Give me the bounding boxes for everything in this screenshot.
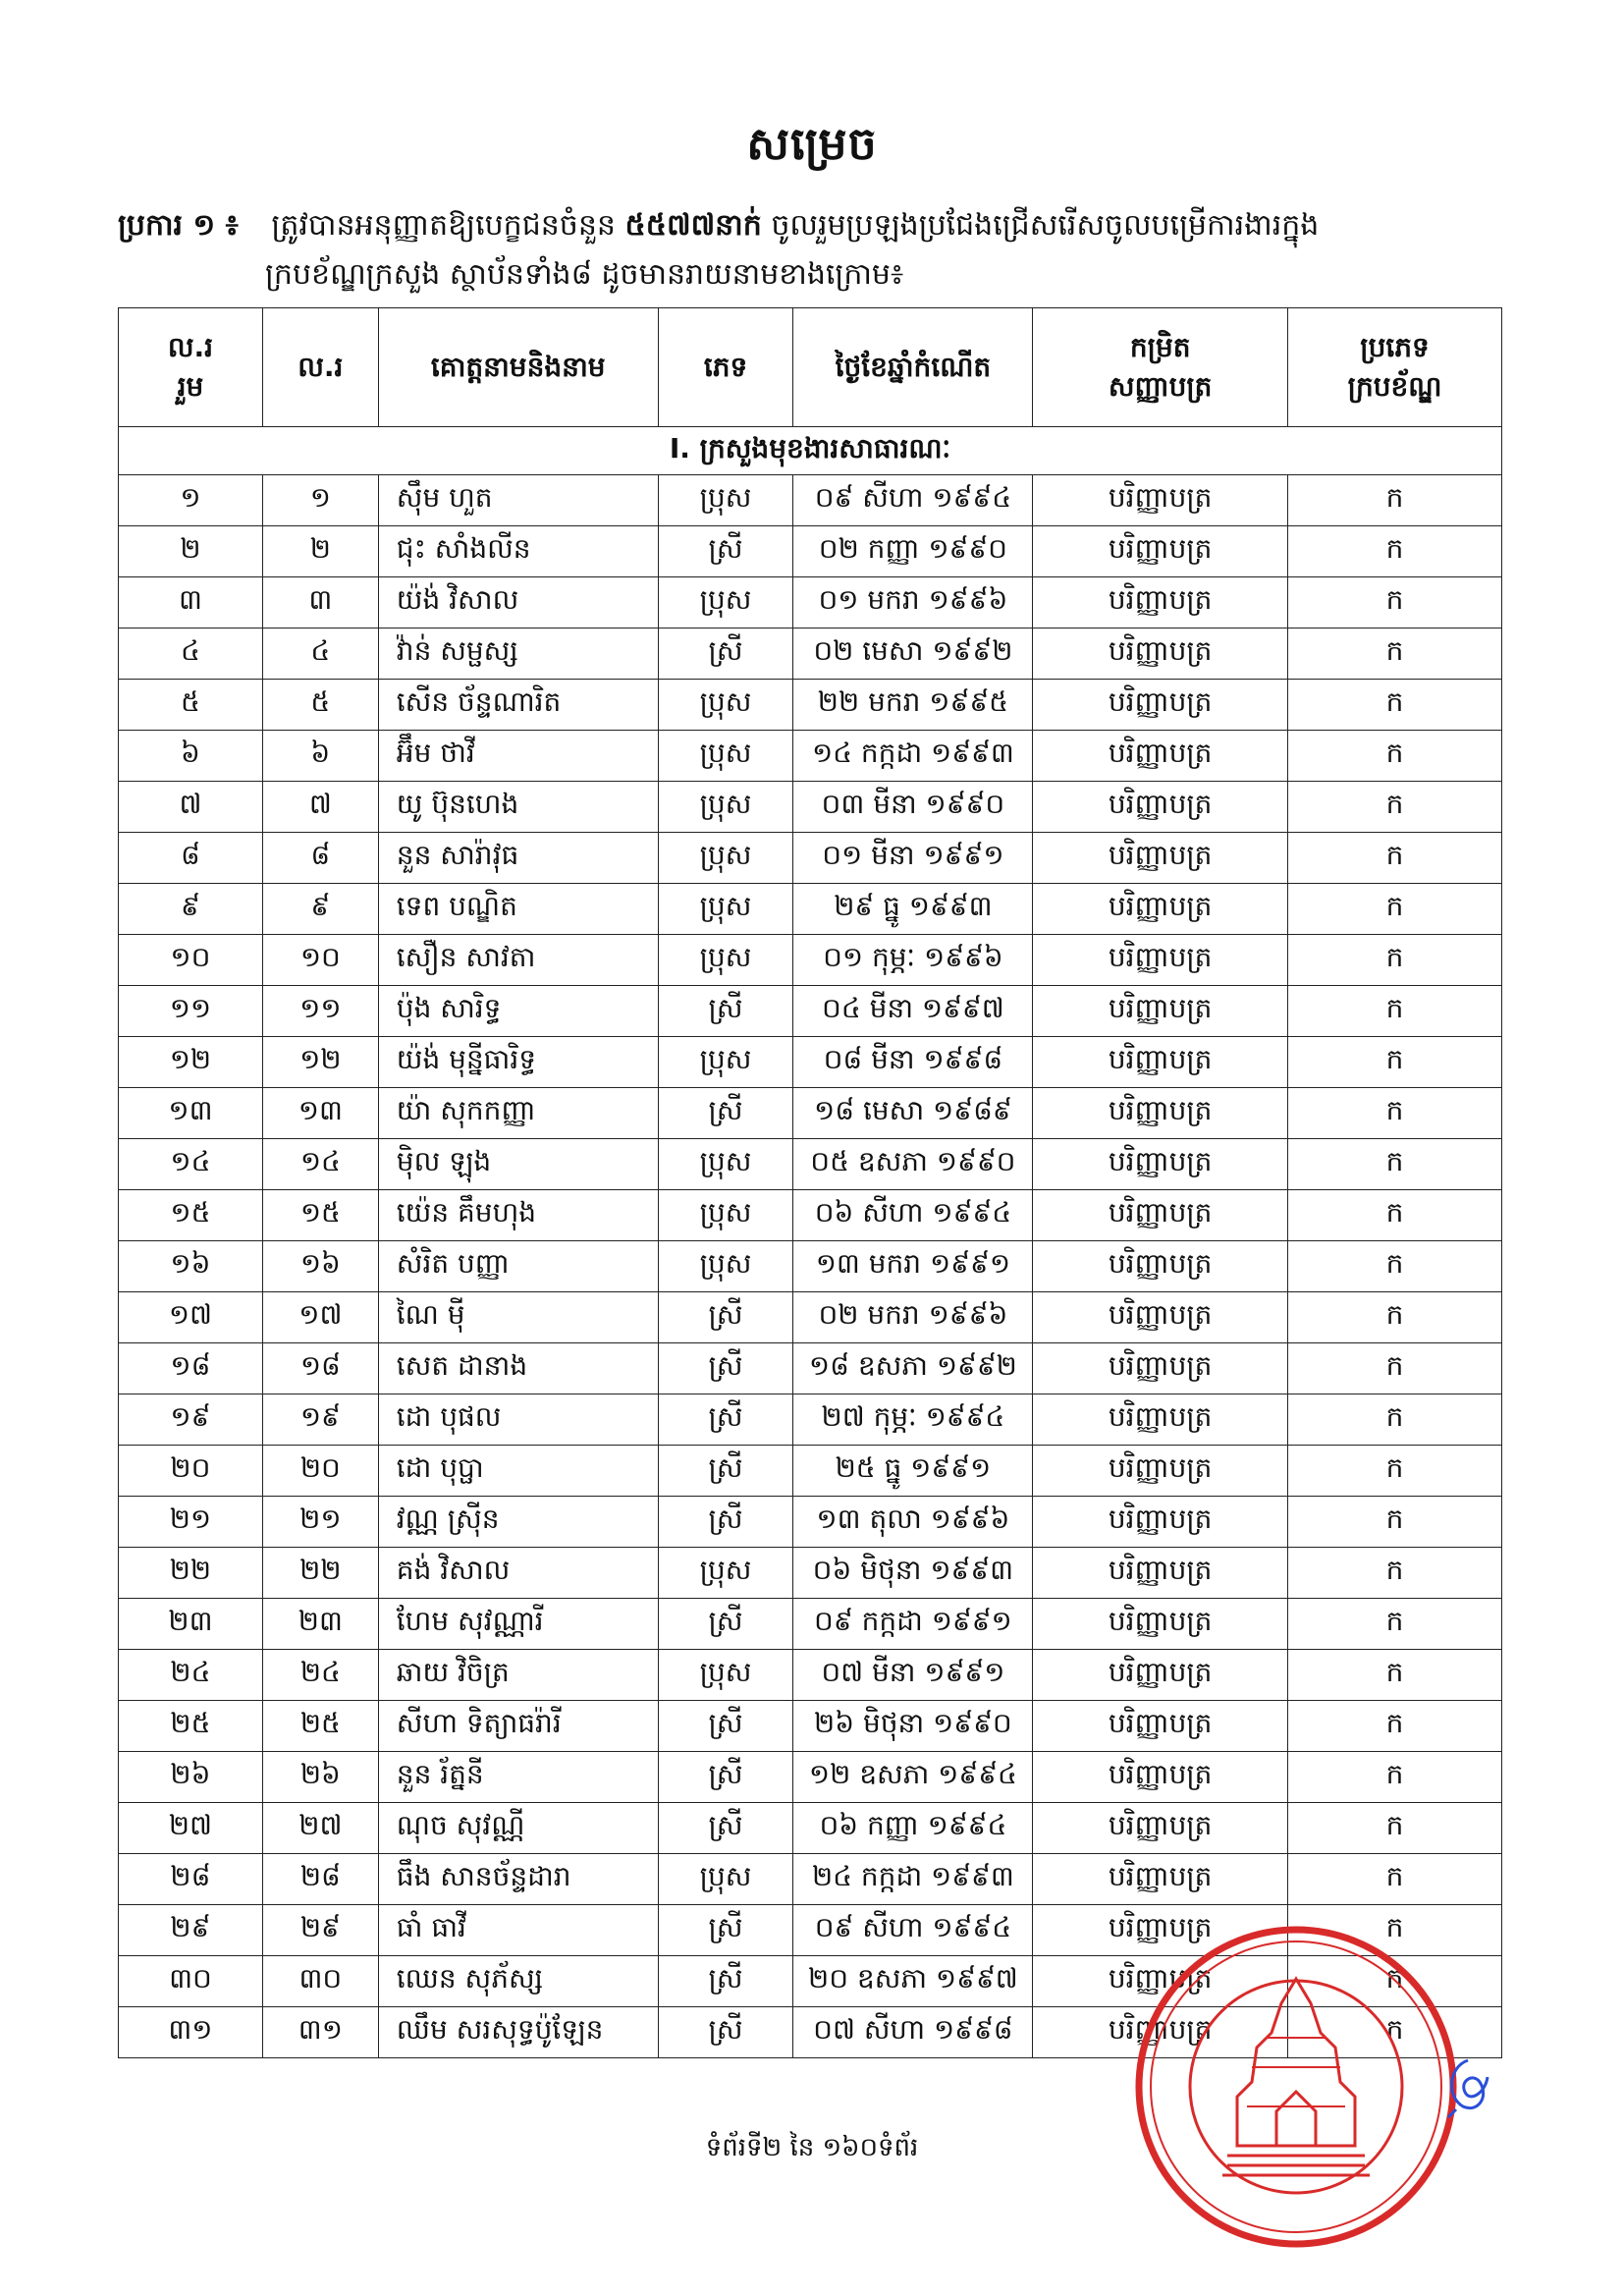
cell-category: ក <box>1288 1905 1502 1956</box>
table-row <box>119 1139 1502 1190</box>
table-row <box>119 577 1502 629</box>
article-line-2: ក្របខ័ណ្ឌក្រសួង ស្ថាប័នទាំង៨ ដូចមានរាយនាមខាងក្រោម៖ <box>265 257 904 292</box>
cell-no: ១៧ <box>262 1292 378 1343</box>
cell-sex: ប្រុស <box>658 884 793 935</box>
cell-full-name: សេត ដានាង <box>378 1343 658 1394</box>
cell-category: ក <box>1288 986 1502 1037</box>
cell-full-name: ឈឹម សរសុទ្ធប៉ូឡែន <box>378 2007 658 2058</box>
cell-total-no: ៦ <box>119 731 263 782</box>
cell-sex: ប្រុស <box>658 1190 793 1241</box>
cell-sex: ស្រី <box>658 526 793 577</box>
cell-sex: ស្រី <box>658 1343 793 1394</box>
cell-date-of-birth: ២២ មករា ១៩៩៥ <box>793 680 1033 731</box>
cell-date-of-birth: ០១ មករា ១៩៩៦ <box>793 577 1033 629</box>
cell-full-name: នួន រ័ត្ននី <box>378 1752 658 1803</box>
cell-total-no: ២៩ <box>119 1905 263 1956</box>
cell-no: ១៨ <box>262 1343 378 1394</box>
cell-total-no: ៨ <box>119 833 263 884</box>
official-seal <box>1129 1920 1463 2254</box>
cell-no: ១៣ <box>262 1088 378 1139</box>
cell-full-name: យ៉េន គឹមហុង <box>378 1190 658 1241</box>
cell-no: ២១ <box>262 1497 378 1548</box>
cell-sex: ប្រុស <box>658 577 793 629</box>
header-category: ប្រភេទ ក្របខ័ណ្ឌ <box>1288 308 1502 427</box>
table-row <box>119 629 1502 680</box>
cell-date-of-birth: ២៦ មិថុនា ១៩៩០ <box>793 1701 1033 1752</box>
cell-sex: ស្រី <box>658 1905 793 1956</box>
cell-category: ក <box>1288 1088 1502 1139</box>
table-row <box>119 1497 1502 1548</box>
cell-sex: ស្រី <box>658 1292 793 1343</box>
cell-total-no: ១២ <box>119 1037 263 1088</box>
cell-sex: ស្រី <box>658 1752 793 1803</box>
cell-category: ក <box>1288 1446 1502 1497</box>
cell-sex: ប្រុស <box>658 935 793 986</box>
cell-sex: ស្រី <box>658 1394 793 1446</box>
cell-no: ១០ <box>262 935 378 986</box>
cell-total-no: ២២ <box>119 1548 263 1599</box>
cell-full-name: យូ ប៊ុនហេង <box>378 782 658 833</box>
cell-total-no: ១៥ <box>119 1190 263 1241</box>
table-row <box>119 731 1502 782</box>
table-row <box>119 1446 1502 1497</box>
cell-no: ៦ <box>262 731 378 782</box>
cell-total-no: ៧ <box>119 782 263 833</box>
cell-category: ក <box>1288 1650 1502 1701</box>
cell-degree-level: បរិញ្ញាបត្រ <box>1033 1497 1288 1548</box>
cell-degree-level: បរិញ្ញាបត្រ <box>1033 1752 1288 1803</box>
cell-date-of-birth: ២៥ ធ្នូ ១៩៩១ <box>793 1446 1033 1497</box>
cell-total-no: ៥ <box>119 680 263 731</box>
cell-category: ក <box>1288 475 1502 526</box>
table-row <box>119 1701 1502 1752</box>
cell-degree-level: បរិញ្ញាបត្រ <box>1033 1956 1288 2007</box>
cell-category: ក <box>1288 629 1502 680</box>
cell-date-of-birth: ២៧ កុម្ភៈ ១៩៩៤ <box>793 1394 1033 1446</box>
table-row <box>119 1803 1502 1854</box>
table-row <box>119 1650 1502 1701</box>
cell-category: ក <box>1288 680 1502 731</box>
article-text-after: ចូលរួមប្រឡងប្រជែងជ្រើសរើសចូលបម្រើការងារក្នុង <box>771 208 1320 243</box>
cell-no: ២៣ <box>262 1599 378 1650</box>
cell-date-of-birth: ០២ មករា ១៩៩៦ <box>793 1292 1033 1343</box>
cell-date-of-birth: ០៣ មីនា ១៩៩០ <box>793 782 1033 833</box>
cell-sex: ស្រី <box>658 1803 793 1854</box>
table-body <box>119 427 1502 2058</box>
cell-total-no: ៣០ <box>119 1956 263 2007</box>
cell-sex: ប្រុស <box>658 731 793 782</box>
cell-category: ក <box>1288 1190 1502 1241</box>
cell-category: ក <box>1288 1394 1502 1446</box>
cell-no: ១៩ <box>262 1394 378 1446</box>
table-row <box>119 986 1502 1037</box>
cell-degree-level: បរិញ្ញាបត្រ <box>1033 884 1288 935</box>
cell-sex: ស្រី <box>658 2007 793 2058</box>
cell-no: ១១ <box>262 986 378 1037</box>
cell-category: ក <box>1288 2007 1502 2058</box>
cell-full-name: ធឹង សានច័ន្ទដារា <box>378 1854 658 1905</box>
cell-date-of-birth: ០៩ កក្កដា ១៩៩១ <box>793 1599 1033 1650</box>
cell-degree-level: បរិញ្ញាបត្រ <box>1033 680 1288 731</box>
cell-sex: ប្រុស <box>658 680 793 731</box>
cell-total-no: ២ <box>119 526 263 577</box>
cell-degree-level: បរិញ្ញាបត្រ <box>1033 731 1288 782</box>
table-row <box>119 782 1502 833</box>
cell-degree-level: បរិញ្ញាបត្រ <box>1033 629 1288 680</box>
cell-sex: ស្រី <box>658 986 793 1037</box>
table-row <box>119 833 1502 884</box>
cell-no: ៣១ <box>262 2007 378 2058</box>
cell-full-name: ដោ បុប្ផា <box>378 1446 658 1497</box>
cell-degree-level: បរិញ្ញាបត្រ <box>1033 935 1288 986</box>
cell-total-no: ១៣ <box>119 1088 263 1139</box>
cell-date-of-birth: ០១ មីនា ១៩៩១ <box>793 833 1033 884</box>
cell-no: ២៦ <box>262 1752 378 1803</box>
cell-degree-level: បរិញ្ញាបត្រ <box>1033 1548 1288 1599</box>
cell-full-name: ឈេន សុភ័ស្ស <box>378 1956 658 2007</box>
cell-degree-level: បរិញ្ញាបត្រ <box>1033 986 1288 1037</box>
cell-degree-level: បរិញ្ញាបត្រ <box>1033 526 1288 577</box>
cell-date-of-birth: ១៣ តុលា ១៩៩៦ <box>793 1497 1033 1548</box>
cell-date-of-birth: ០៥ ឧសភា ១៩៩០ <box>793 1139 1033 1190</box>
cell-total-no: ១៦ <box>119 1241 263 1292</box>
cell-full-name: ណុច សុវណ្ណី <box>378 1803 658 1854</box>
cell-category: ក <box>1288 935 1502 986</box>
cell-date-of-birth: ១៣ មករា ១៩៩១ <box>793 1241 1033 1292</box>
header-full-name: គោត្តនាមនិងនាម <box>378 308 658 427</box>
cell-category: ក <box>1288 577 1502 629</box>
cell-no: ២៨ <box>262 1854 378 1905</box>
cell-date-of-birth: ២០ ឧសភា ១៩៩៧ <box>793 1956 1033 2007</box>
cell-no: ២៧ <box>262 1803 378 1854</box>
article-line-1 <box>118 201 1512 250</box>
cell-full-name: ណៃ ម៉ី <box>378 1292 658 1343</box>
header-total-no: ល.រ រួម <box>119 308 263 427</box>
page-footer: ទំព័រទី២ នៃ ១៦០ទំព័រ <box>705 2133 919 2162</box>
cell-date-of-birth: ២៤ កក្កដា ១៩៩៣ <box>793 1854 1033 1905</box>
candidate-table <box>118 307 1502 2058</box>
cell-category: ក <box>1288 731 1502 782</box>
section-title: I. ក្រសួងមុខងារសាធារណៈ <box>119 427 1502 475</box>
table-row <box>119 1037 1502 1088</box>
cell-degree-level: បរិញ្ញាបត្រ <box>1033 1446 1288 1497</box>
cell-date-of-birth: ០៩ សីហា ១៩៩៤ <box>793 1905 1033 1956</box>
table-row <box>119 1292 1502 1343</box>
cell-category: ក <box>1288 1037 1502 1088</box>
cell-full-name: គង់ វិសាល <box>378 1548 658 1599</box>
table-row <box>119 1241 1502 1292</box>
table-row <box>119 884 1502 935</box>
cell-no: ២០ <box>262 1446 378 1497</box>
cell-no: ៩ <box>262 884 378 935</box>
header-sex: ភេទ <box>658 308 793 427</box>
cell-total-no: ២៤ <box>119 1650 263 1701</box>
cell-degree-level: បរិញ្ញាបត្រ <box>1033 1905 1288 1956</box>
cell-total-no: ៣១ <box>119 2007 263 2058</box>
cell-category: ក <box>1288 1292 1502 1343</box>
cell-date-of-birth: ១៤ កក្កដា ១៩៩៣ <box>793 731 1033 782</box>
cell-no: ៧ <box>262 782 378 833</box>
cell-no: ១៦ <box>262 1241 378 1292</box>
cell-degree-level: បរិញ្ញាបត្រ <box>1033 1037 1288 1088</box>
cell-full-name: ជុះ សាំងលីន <box>378 526 658 577</box>
cell-date-of-birth: ២៩ ធ្នូ ១៩៩៣ <box>793 884 1033 935</box>
cell-sex: ស្រី <box>658 1701 793 1752</box>
cell-full-name: ម៉ិល ឡុង <box>378 1139 658 1190</box>
cell-date-of-birth: ០៦ មិថុនា ១៩៩៣ <box>793 1548 1033 1599</box>
cell-full-name: ទេព បណ្ឌិត <box>378 884 658 935</box>
article-text-before: ត្រូវបានអនុញ្ញាតឱ្យបេក្ខជនចំនួន <box>271 208 616 243</box>
cell-total-no: ១៩ <box>119 1394 263 1446</box>
cell-degree-level: បរិញ្ញាបត្រ <box>1033 1241 1288 1292</box>
cell-full-name: វណ្ណ ស្រ៊ីន <box>378 1497 658 1548</box>
cell-date-of-birth: ០៧ សីហា ១៩៩៨ <box>793 2007 1033 2058</box>
cell-sex: ប្រុស <box>658 475 793 526</box>
cell-category: ក <box>1288 1956 1502 2007</box>
cell-category: ក <box>1288 1343 1502 1394</box>
cell-total-no: ២៨ <box>119 1854 263 1905</box>
cell-no: ៤ <box>262 629 378 680</box>
cell-total-no: ៩ <box>119 884 263 935</box>
candidate-count: ៥៥៧៧នាក់ <box>624 208 762 243</box>
cell-no: ៥ <box>262 680 378 731</box>
cell-total-no: ១៧ <box>119 1292 263 1343</box>
cell-full-name: យ៉ង់ មុន្នីធារិទ្ធ <box>378 1037 658 1088</box>
cell-full-name: សីហា ទិត្យាធរ៉ារី <box>378 1701 658 1752</box>
table-row <box>119 1190 1502 1241</box>
table-row <box>119 526 1502 577</box>
cell-category: ក <box>1288 1701 1502 1752</box>
cell-total-no: ២៧ <box>119 1803 263 1854</box>
cell-category: ក <box>1288 1752 1502 1803</box>
cell-sex: ស្រី <box>658 1446 793 1497</box>
cell-full-name: ធាំ ធាវី <box>378 1905 658 1956</box>
article-label: ប្រការ ១ ៖ <box>118 208 239 243</box>
cell-sex: ប្រុស <box>658 782 793 833</box>
cell-date-of-birth: ១៨ ឧសភា ១៩៩២ <box>793 1343 1033 1394</box>
cell-category: ក <box>1288 1241 1502 1292</box>
cell-category: ក <box>1288 1497 1502 1548</box>
cell-no: ២៤ <box>262 1650 378 1701</box>
cell-degree-level: បរិញ្ញាបត្រ <box>1033 1803 1288 1854</box>
cell-total-no: ២៥ <box>119 1701 263 1752</box>
cell-sex: ប្រុស <box>658 833 793 884</box>
cell-full-name: វ៉ាន់ សម្ផស្ស <box>378 629 658 680</box>
cell-no: ២ <box>262 526 378 577</box>
cell-total-no: ២១ <box>119 1497 263 1548</box>
cell-category: ក <box>1288 782 1502 833</box>
cell-degree-level: បរិញ្ញាបត្រ <box>1033 1088 1288 1139</box>
cell-date-of-birth: ០៦ សីហា ១៩៩៤ <box>793 1190 1033 1241</box>
table-row <box>119 1343 1502 1394</box>
header-degree-level: កម្រិត សញ្ញាបត្រ <box>1033 308 1288 427</box>
cell-date-of-birth: ១២ ឧសភា ១៩៩៤ <box>793 1752 1033 1803</box>
cell-degree-level: បរិញ្ញាបត្រ <box>1033 1650 1288 1701</box>
cell-full-name: ឆាយ វិចិត្រ <box>378 1650 658 1701</box>
header-no: ល.រ <box>262 308 378 427</box>
cell-no: ២៥ <box>262 1701 378 1752</box>
cell-full-name: សំរិត បញ្ញា <box>378 1241 658 1292</box>
table-row <box>119 1752 1502 1803</box>
cell-degree-level: បរិញ្ញាបត្រ <box>1033 1343 1288 1394</box>
cell-degree-level: បរិញ្ញាបត្រ <box>1033 1139 1288 1190</box>
cell-sex: ប្រុស <box>658 1037 793 1088</box>
table-row <box>119 680 1502 731</box>
cell-no: ៣០ <box>262 1956 378 2007</box>
cell-date-of-birth: ០៨ មីនា ១៩៩៨ <box>793 1037 1033 1088</box>
cell-no: ២២ <box>262 1548 378 1599</box>
table-header-row <box>119 308 1502 427</box>
cell-category: ក <box>1288 1548 1502 1599</box>
cell-total-no: ១ <box>119 475 263 526</box>
header-date-of-birth: ថ្ងៃខែឆ្នាំកំណើត <box>793 308 1033 427</box>
page-title: សម្រេច <box>746 117 878 170</box>
cell-total-no: ១០ <box>119 935 263 986</box>
cell-date-of-birth: ០២ មេសា ១៩៩២ <box>793 629 1033 680</box>
table-row <box>119 1088 1502 1139</box>
cell-no: ១៤ <box>262 1139 378 1190</box>
cell-total-no: ២០ <box>119 1446 263 1497</box>
cell-no: ៨ <box>262 833 378 884</box>
cell-no: ៣ <box>262 577 378 629</box>
cell-category: ក <box>1288 1803 1502 1854</box>
cell-full-name: យ៉ា សុកកញ្ញា <box>378 1088 658 1139</box>
cell-sex: ប្រុស <box>658 1139 793 1190</box>
cell-total-no: ១៤ <box>119 1139 263 1190</box>
cell-category: ក <box>1288 1599 1502 1650</box>
cell-degree-level: បរិញ្ញាបត្រ <box>1033 2007 1288 2058</box>
table-row <box>119 1394 1502 1446</box>
table-row <box>119 1548 1502 1599</box>
cell-sex: ប្រុស <box>658 1548 793 1599</box>
cell-sex: ស្រី <box>658 1497 793 1548</box>
cell-date-of-birth: ០១ កុម្ភៈ ១៩៩៦ <box>793 935 1033 986</box>
cell-degree-level: បរិញ្ញាបត្រ <box>1033 833 1288 884</box>
cell-no: ១ <box>262 475 378 526</box>
cell-degree-level: បរិញ្ញាបត្រ <box>1033 782 1288 833</box>
cell-total-no: ២៦ <box>119 1752 263 1803</box>
table-row <box>119 1599 1502 1650</box>
cell-category: ក <box>1288 1854 1502 1905</box>
table-row <box>119 935 1502 986</box>
cell-date-of-birth: ០៩ សីហា ១៩៩៤ <box>793 475 1033 526</box>
cell-full-name: ស៊ឹម ហួត <box>378 475 658 526</box>
cell-total-no: ៣ <box>119 577 263 629</box>
cell-date-of-birth: ០២ កញ្ញា ១៩៩០ <box>793 526 1033 577</box>
cell-degree-level: បរិញ្ញាបត្រ <box>1033 1854 1288 1905</box>
cell-degree-level: បរិញ្ញាបត្រ <box>1033 577 1288 629</box>
cell-no: ១៥ <box>262 1190 378 1241</box>
cell-full-name: សឿន សាវតា <box>378 935 658 986</box>
cell-total-no: ៤ <box>119 629 263 680</box>
cell-full-name: ហែម សុវណ្ណារី <box>378 1599 658 1650</box>
article-paragraph <box>118 201 1512 300</box>
cell-no: ១២ <box>262 1037 378 1088</box>
cell-category: ក <box>1288 1139 1502 1190</box>
cell-full-name: ដោ បុផល <box>378 1394 658 1446</box>
cell-degree-level: បរិញ្ញាបត្រ <box>1033 1599 1288 1650</box>
cell-category: ក <box>1288 833 1502 884</box>
cell-sex: ប្រុស <box>658 1241 793 1292</box>
cell-sex: ប្រុស <box>658 1854 793 1905</box>
cell-degree-level: បរិញ្ញាបត្រ <box>1033 1292 1288 1343</box>
cell-date-of-birth: ១៨ មេសា ១៩៨៩ <box>793 1088 1033 1139</box>
cell-date-of-birth: ០៧ មីនា ១៩៩១ <box>793 1650 1033 1701</box>
cell-full-name: សើន ច័ន្ទណារិត <box>378 680 658 731</box>
section-row <box>119 427 1502 475</box>
cell-date-of-birth: ០៤ មីនា ១៩៩៧ <box>793 986 1033 1037</box>
cell-degree-level: បរិញ្ញាបត្រ <box>1033 1190 1288 1241</box>
cell-sex: ស្រី <box>658 1088 793 1139</box>
cell-date-of-birth: ០៦ កញ្ញា ១៩៩៤ <box>793 1803 1033 1854</box>
cell-sex: ប្រុស <box>658 1650 793 1701</box>
table-row <box>119 475 1502 526</box>
cell-full-name: នួន សារ៉ាវុធ <box>378 833 658 884</box>
cell-full-name: ប៉ុង សារិទ្ធ <box>378 986 658 1037</box>
cell-sex: ស្រី <box>658 629 793 680</box>
handwritten-initials <box>1438 2052 1497 2121</box>
cell-full-name: យ៉ង់ វិសាល <box>378 577 658 629</box>
cell-degree-level: បរិញ្ញាបត្រ <box>1033 475 1288 526</box>
cell-total-no: ១១ <box>119 986 263 1037</box>
cell-sex: ស្រី <box>658 1956 793 2007</box>
cell-category: ក <box>1288 526 1502 577</box>
cell-no: ២៩ <box>262 1905 378 1956</box>
cell-sex: ស្រី <box>658 1599 793 1650</box>
cell-degree-level: បរិញ្ញាបត្រ <box>1033 1701 1288 1752</box>
cell-degree-level: បរិញ្ញាបត្រ <box>1033 1394 1288 1446</box>
cell-total-no: ២៣ <box>119 1599 263 1650</box>
cell-total-no: ១៨ <box>119 1343 263 1394</box>
cell-full-name: អ៊ឹម ថាវី <box>378 731 658 782</box>
table-row <box>119 1854 1502 1905</box>
cell-category: ក <box>1288 884 1502 935</box>
